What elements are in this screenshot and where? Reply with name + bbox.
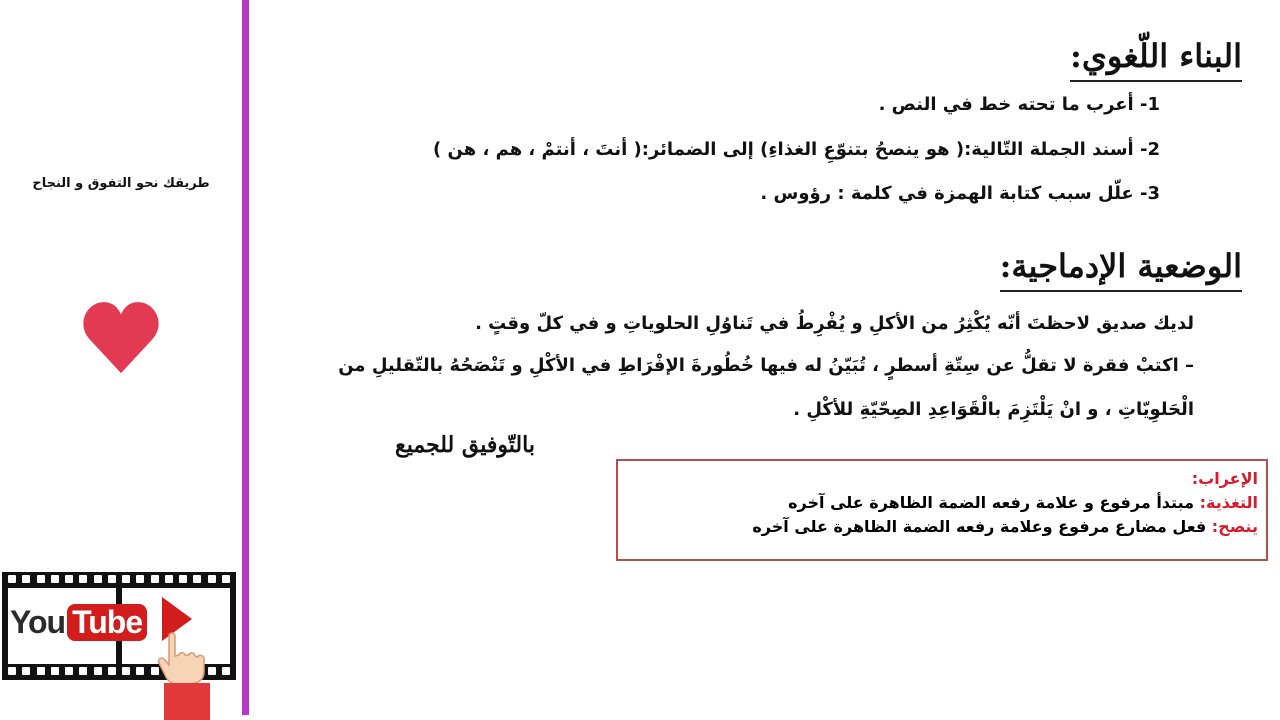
task-line-1: – اكتبْ فقرة لا تقلُّ عن سِتّةِ أسطرٍ ، تُبَيّنُ له فيها خُطُورةَ الإفْرَاطِ في الأكْلِ و تَنْصَحُهُ بالتّقليلِ من	[338, 355, 1194, 376]
answer-row-text: مبتدأ مرفوع و علامة رفعه الضمة الظاهرة على آخره	[788, 493, 1200, 512]
sidebar-tagline: طريقك نحو التفوق و النجاح	[32, 176, 210, 191]
sidebar-red-tab	[164, 683, 210, 720]
question-2: 2- أسند الجملة التّالية:( هو ينصحُ بتنوّعِ الغذاءِ) إلى الضمائر:( أنتَ ، أنتمْ ، هم ، هن )	[433, 139, 1160, 160]
closing-wish: بالتّوفيق للجميع	[395, 432, 535, 458]
answer-row-label: ينصح:	[1211, 517, 1258, 536]
question-1: 1- أعرب ما تحته خط في النص .	[878, 94, 1160, 115]
youtube-logo	[10, 604, 147, 641]
youtube-logo-tube: Tube	[67, 604, 147, 641]
situation-intro: لديك صديق لاحظتَ أنّه يُكْثِرُ من الأكلِ و يُفْرِطُ في تَناوُلِ الحلوياتِ و في كلّ وقتٍ .	[475, 313, 1194, 334]
question-3: 3- علّل سبب كتابة الهمزة في كلمة : رؤوس .	[760, 183, 1160, 204]
answer-row-label: التغذية:	[1199, 493, 1258, 512]
answer-row	[618, 515, 1258, 539]
answer-row-text: فعل مضارع مرفوع وعلامة رفعه الضمة الظاهرة على آخره	[752, 517, 1212, 536]
answer-row	[618, 491, 1258, 515]
sidebar	[0, 0, 242, 720]
worksheet-content	[249, 0, 1280, 720]
task-line-2: الْحَلوِيّاتِ ، و انْ يَلْتَزِمَ بالْقَوَاعِدِ الصِحّيّةِ للأكْلِ .	[793, 399, 1194, 420]
heading-integration-situation: الوضعية الإدماجية:	[1000, 244, 1242, 292]
heart-icon	[82, 298, 160, 378]
answer-box	[616, 459, 1268, 561]
pointing-hand-icon	[155, 630, 207, 686]
youtube-logo-you: You	[10, 604, 66, 640]
vertical-divider	[242, 0, 249, 715]
heading-language-structure: البناء اللّغوي:	[1070, 34, 1242, 82]
answer-title: الإعراب:	[1191, 469, 1258, 488]
